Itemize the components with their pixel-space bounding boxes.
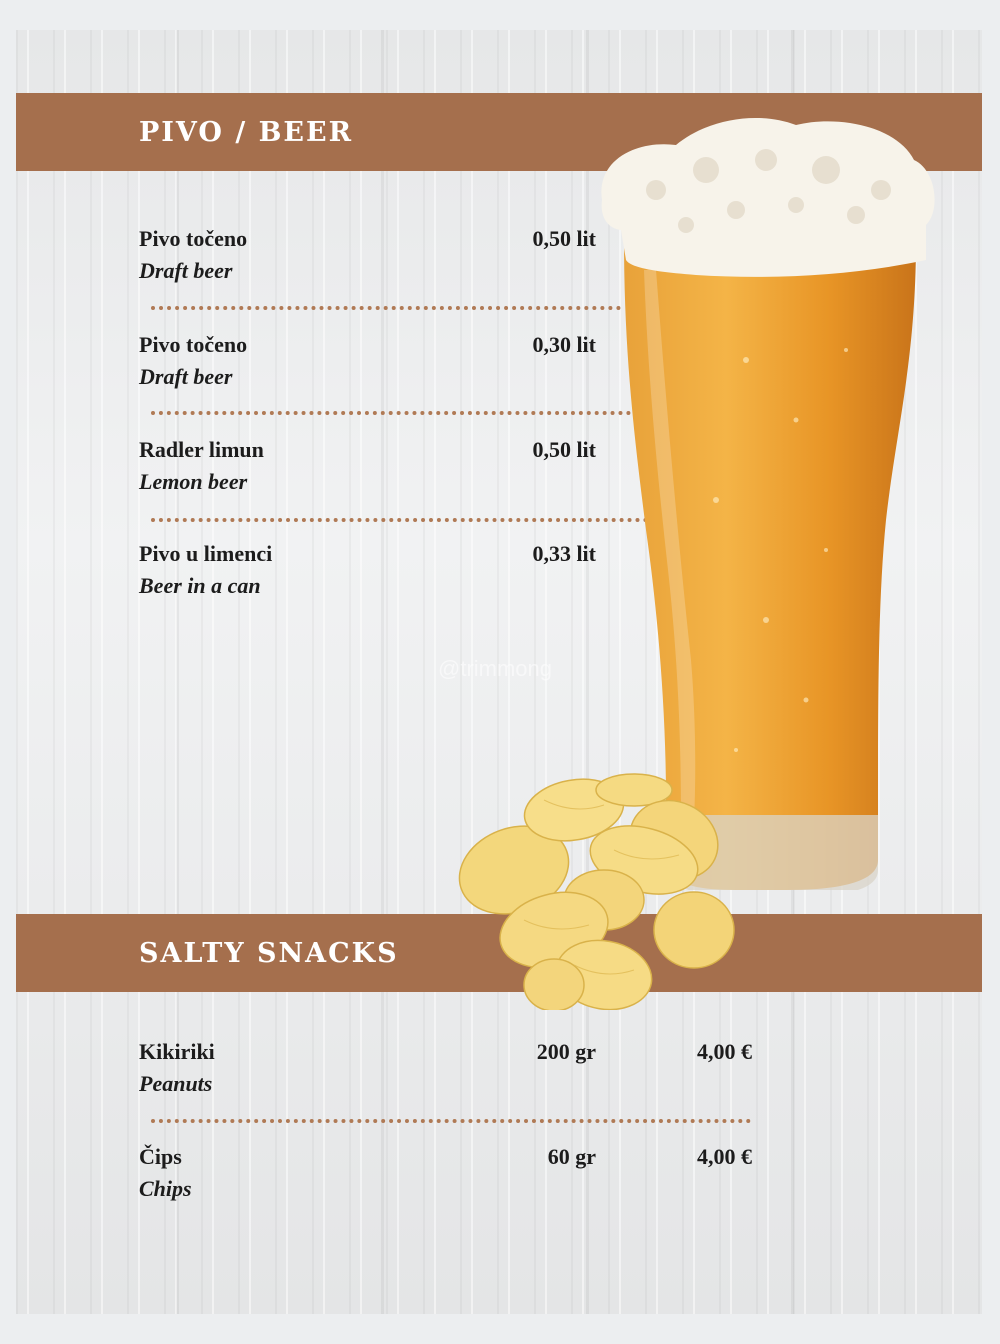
snack-item-2-price: 4,00 € xyxy=(697,1144,752,1169)
snack-item-1-sub: Peanuts xyxy=(139,1071,213,1096)
watermark: @trimmong xyxy=(438,656,553,681)
divider-dots xyxy=(151,1119,751,1123)
beer-item-1-name: Pivo točeno xyxy=(139,226,248,251)
menu-page xyxy=(16,30,982,1314)
divider-dots xyxy=(151,306,621,310)
snack-item-2-name: Čips xyxy=(139,1144,182,1169)
beer-section-title: PIVO / BEER xyxy=(139,117,354,148)
beer-item-3-qty: 0,50 lit xyxy=(532,437,596,462)
beer-item-1-sub: Draft beer xyxy=(139,258,233,283)
beer-item-4-sub: Beer in a can xyxy=(139,573,261,598)
beer-item-4-qty: 0,33 lit xyxy=(532,541,596,566)
snack-item-2-sub: Chips xyxy=(139,1176,192,1201)
beer-item-4-name: Pivo u limenci xyxy=(139,541,273,566)
beer-item-3-name: Radler limun xyxy=(139,437,264,462)
beer-item-1-qty: 0,50 lit xyxy=(532,226,596,251)
beer-item-3-sub: Lemon beer xyxy=(139,469,248,494)
divider-dots xyxy=(151,411,631,415)
divider-dots xyxy=(151,518,656,522)
beer-item-2-name: Pivo točeno xyxy=(139,332,248,357)
snack-item-2-qty: 60 gr xyxy=(547,1144,596,1169)
potato-chips-image xyxy=(454,770,754,1010)
snack-item-1-name: Kikiriki xyxy=(139,1039,215,1064)
snack-item-1-price: 4,00 € xyxy=(697,1039,752,1064)
snacks-section-title: SALTY SNACKS xyxy=(139,938,399,969)
beer-item-2-sub: Draft beer xyxy=(139,364,233,389)
beer-item-2-qty: 0,30 lit xyxy=(532,332,596,357)
snack-item-1-qty: 200 gr xyxy=(536,1039,596,1064)
